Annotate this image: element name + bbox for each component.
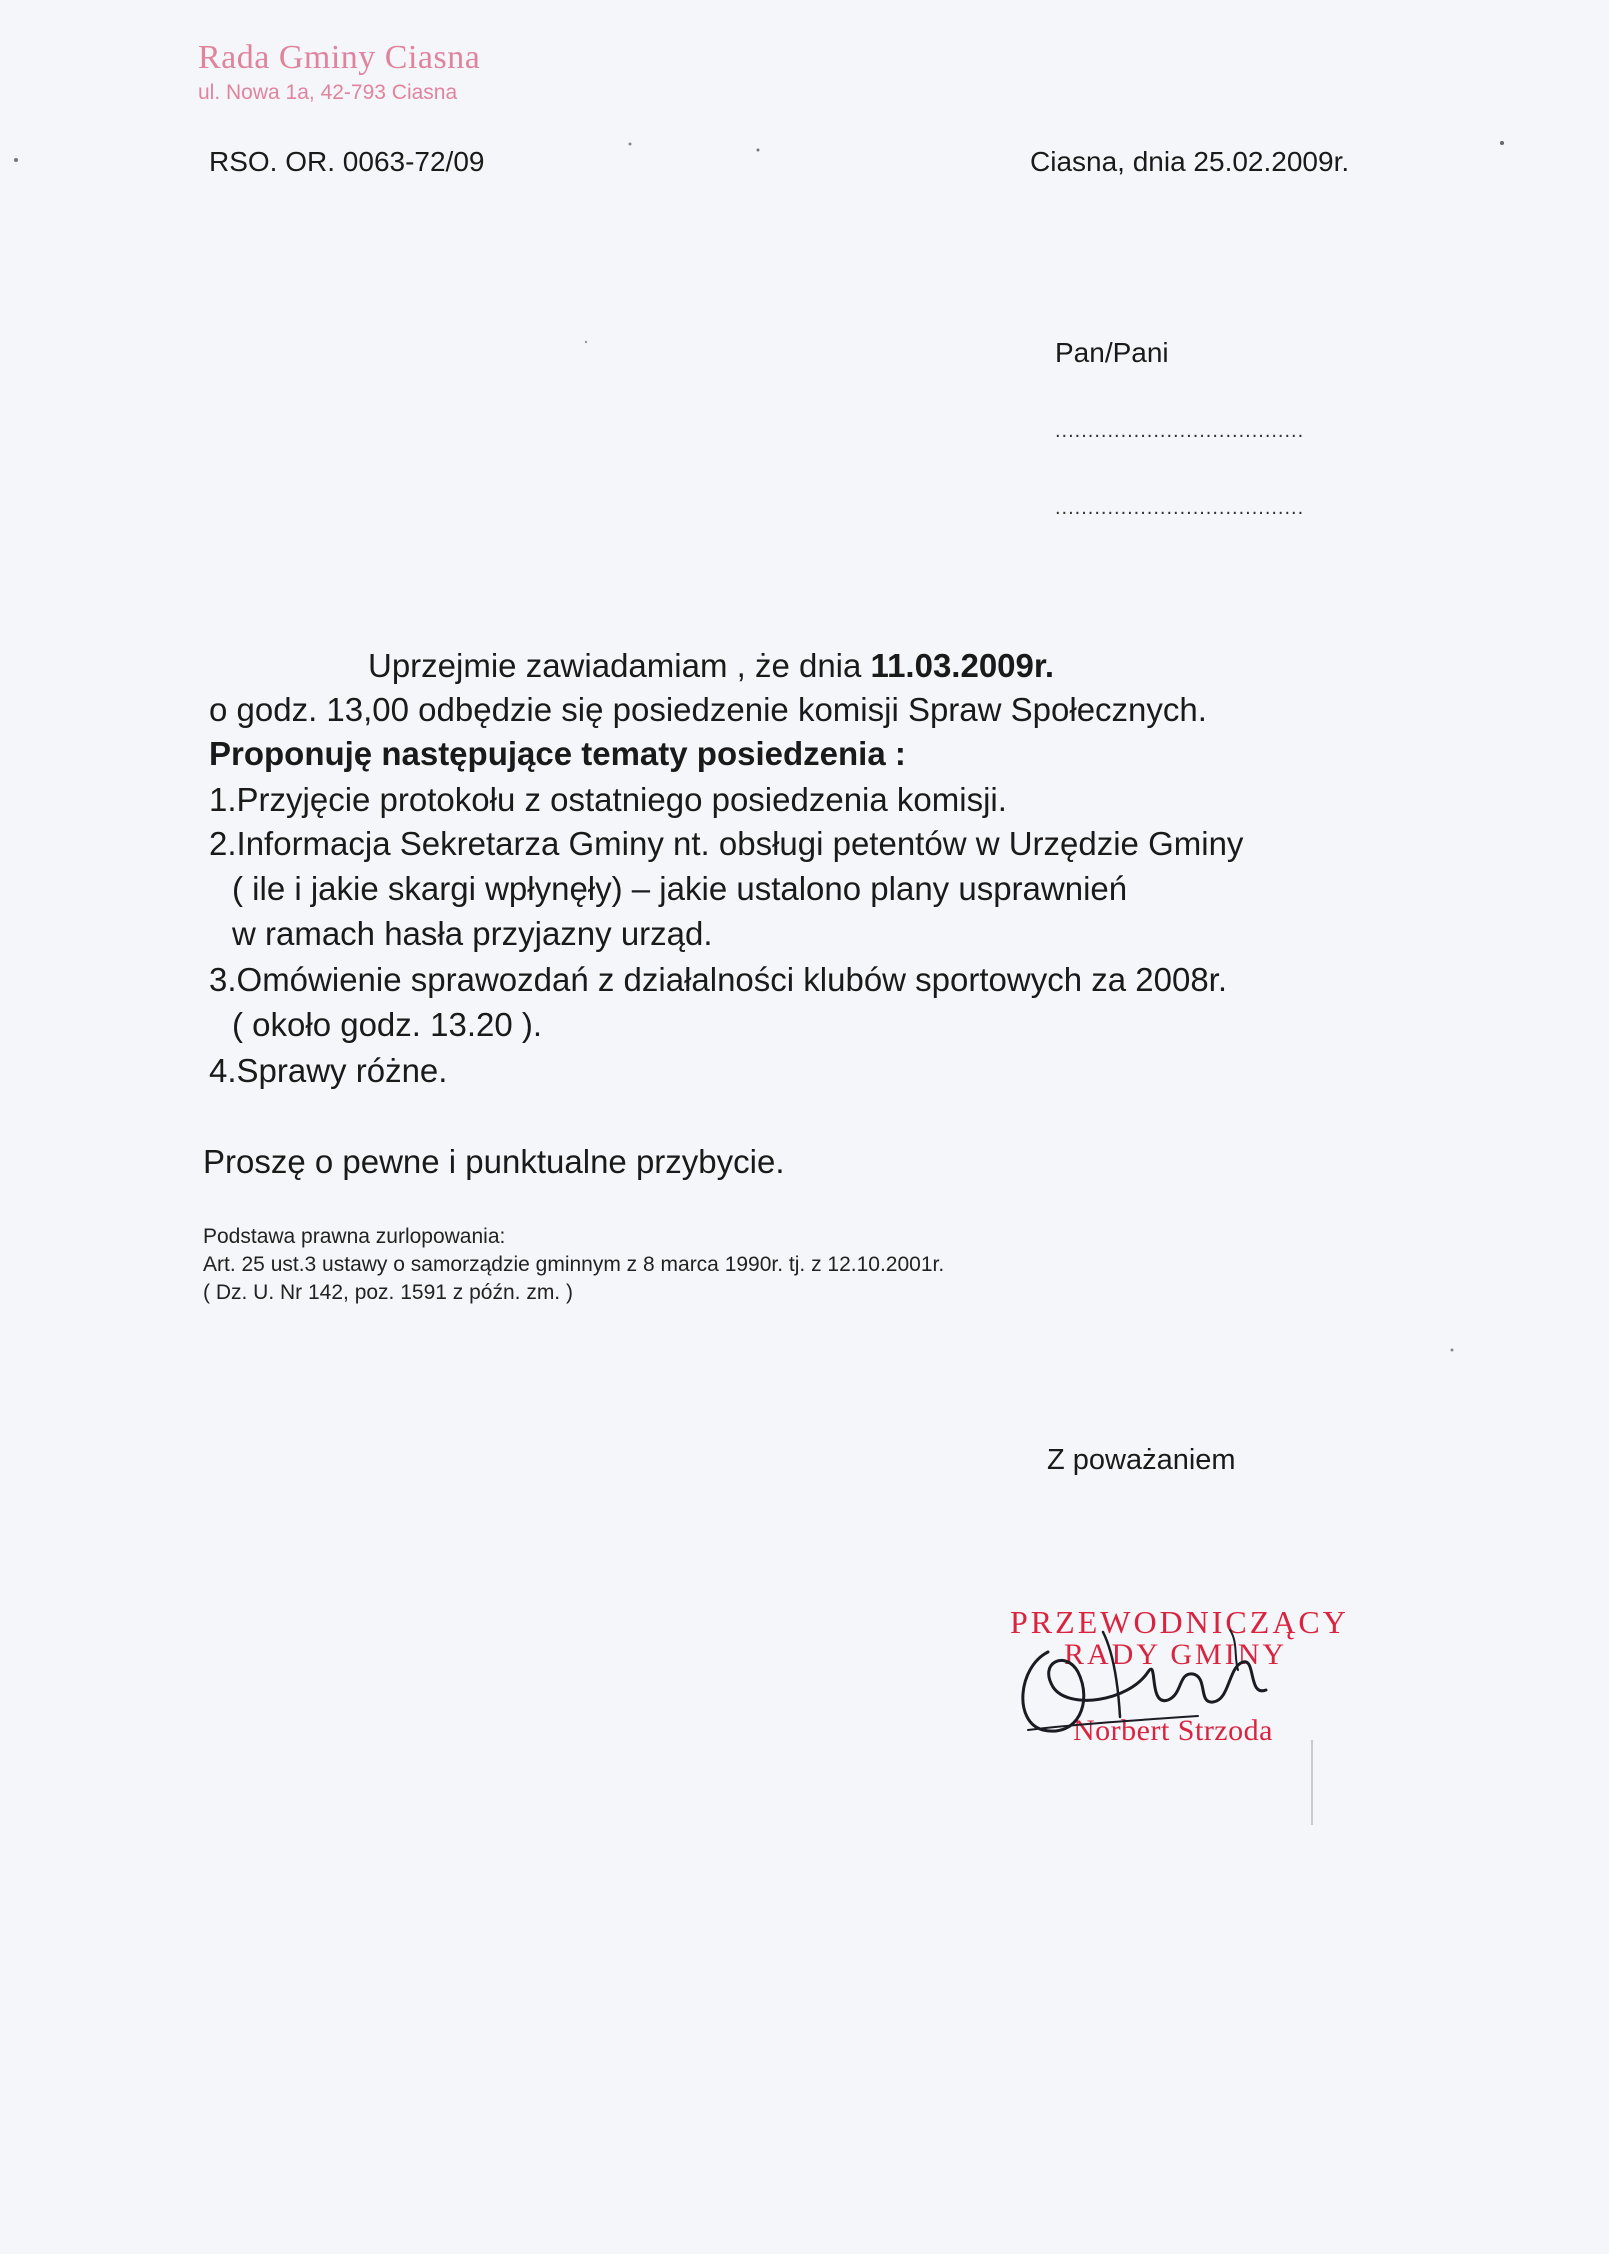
handwritten-signature	[1008, 1612, 1278, 1762]
agenda-item-4: 4.Sprawy różne.	[209, 1052, 448, 1089]
letterhead-stamp	[198, 38, 480, 106]
agenda-item-3-cont: ( około godz. 13.20 ).	[232, 1006, 543, 1043]
agenda-item-3: 3.Omówienie sprawozdań z działalności klubów sportowych za 2008r.	[209, 961, 1228, 998]
agenda-item-2-cont-2: w ramach hasła przyjazny urząd.	[232, 915, 713, 952]
legal-basis-heading: Podstawa prawna zurlopowania:	[203, 1225, 506, 1248]
regards-text: Z poważaniem	[1047, 1444, 1236, 1476]
recipient-label: Pan/Pani	[1055, 337, 1169, 368]
reference-number: RSO. OR. 0063-72/09	[209, 146, 485, 177]
stamp-signatory-name: Norbert Strzoda	[1073, 1714, 1273, 1747]
stamp-title-line-1: PRZEWODNICZĄCY	[1010, 1604, 1349, 1640]
closing-request: Proszę o pewne i punktualne przybycie.	[203, 1143, 785, 1180]
meeting-time-line: o godz. 13,00 odbędzie się posiedzenie komisji Spraw Społecznych.	[209, 691, 1207, 728]
agenda-heading: Proponuję następujące tematy posiedzenia :	[209, 735, 906, 772]
recipient-line-2: ......................................	[1055, 497, 1305, 519]
meeting-date: 11.03.2009r.	[870, 647, 1055, 684]
agenda-item-2: 2.Informacja Sekretarza Gminy nt. obsługi petentów w Urzędzie Gminy	[209, 825, 1244, 862]
place-and-date: Ciasna, dnia 25.02.2009r.	[1030, 146, 1350, 177]
agenda-item-1: 1.Przyjęcie protokołu z ostatniego posiedzenia komisji.	[209, 781, 1007, 818]
recipient-line-1: ......................................	[1055, 420, 1305, 442]
intro-text: Uprzejmie zawiadamiam , że dnia	[368, 647, 871, 684]
intro-line	[368, 644, 1054, 688]
organization-address: ul. Nowa 1a, 42-793 Ciasna	[198, 81, 458, 104]
stamp-title-line-2: RADY GMINY	[1064, 1638, 1288, 1671]
legal-basis-journal: ( Dz. U. Nr 142, poz. 1591 z późn. zm. )	[203, 1281, 573, 1304]
legal-basis-article: Art. 25 ust.3 ustawy o samorządzie gminnym z 8 marca 1990r. tj. z 12.10.2001r.	[203, 1253, 945, 1276]
organization-name: Rada Gminy Ciasna	[198, 39, 481, 76]
agenda-item-2-cont-1: ( ile i jakie skargi wpłynęły) – jakie ustalono plany usprawnień	[232, 870, 1128, 907]
